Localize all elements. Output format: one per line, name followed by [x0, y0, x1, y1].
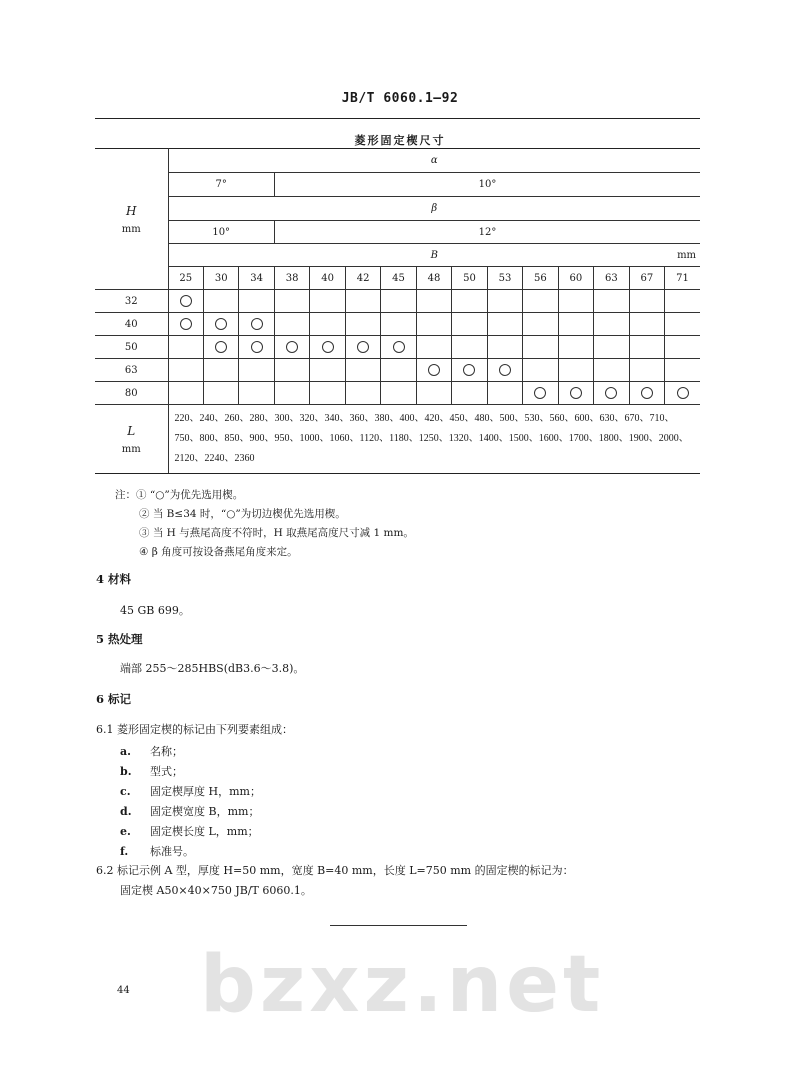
- standard-number-header: JB/T 6060.1—92: [341, 91, 459, 106]
- mark-cell: [381, 313, 416, 336]
- b-unit: mm: [677, 249, 697, 261]
- watermark: bzxz.net: [200, 940, 605, 1030]
- note-2: ② 当 B≤34 时，“○”为切边楔优先选用楔。: [139, 508, 346, 520]
- mark-cell: [487, 313, 522, 336]
- mark-cell: [416, 382, 451, 405]
- mark-cell: [310, 382, 345, 405]
- mark-cell: [416, 313, 451, 336]
- h-value-cell: 80: [95, 382, 168, 405]
- mark-cell: [594, 290, 629, 313]
- h-value-cell: 40: [95, 313, 168, 336]
- b-value-cell: 25: [168, 267, 203, 290]
- list-item-text: 型式；: [150, 765, 183, 778]
- list-item: [120, 822, 705, 842]
- preferred-circle-icon: [463, 364, 475, 376]
- list-item-key: a.: [120, 745, 131, 758]
- mark-cell: [274, 336, 309, 359]
- h-header-cell: [95, 149, 168, 290]
- b-value-cell: 56: [523, 267, 558, 290]
- h-unit: mm: [121, 223, 141, 235]
- list-item: [120, 842, 705, 862]
- b-value-cell: 50: [452, 267, 487, 290]
- preferred-circle-icon: [570, 387, 582, 399]
- section-4-title: 4 材料: [96, 572, 132, 586]
- mark-cell: [203, 336, 238, 359]
- mark-cell: [629, 290, 664, 313]
- mark-cell: [239, 336, 274, 359]
- mark-cell: [487, 382, 522, 405]
- section-6-2-example: 固定楔 A50×40×750 JB/T 6060.1。: [120, 884, 312, 897]
- mark-cell: [416, 290, 451, 313]
- b-value-cell: 71: [665, 267, 700, 290]
- mark-cell: [274, 290, 309, 313]
- table-caption: 菱形固定楔尺寸: [354, 134, 446, 147]
- list-item-key: c.: [120, 785, 131, 798]
- mark-cell: [665, 359, 700, 382]
- table-notes: [95, 486, 705, 562]
- mark-cell: [558, 359, 593, 382]
- mark-cell: [203, 359, 238, 382]
- page-number: 44: [117, 985, 130, 996]
- note-3: ③ 当 H 与燕尾高度不符时，H 取燕尾高度尺寸减 1 mm。: [139, 527, 414, 539]
- mark-cell: [523, 290, 558, 313]
- list-item-key: d.: [120, 805, 132, 818]
- header-rule: [95, 118, 700, 119]
- mark-cell: [558, 382, 593, 405]
- mark-cell: [274, 382, 309, 405]
- preferred-circle-icon: [605, 387, 617, 399]
- mark-cell: [274, 359, 309, 382]
- preferred-circle-icon: [677, 387, 689, 399]
- list-item-text: 标准号。: [150, 845, 194, 858]
- mark-cell: [523, 382, 558, 405]
- mark-cell: [345, 359, 380, 382]
- end-rule: [330, 925, 467, 926]
- mark-cell: [345, 290, 380, 313]
- mark-cell: [452, 336, 487, 359]
- mark-cell: [310, 313, 345, 336]
- mark-cell: [558, 313, 593, 336]
- mark-cell: [168, 313, 203, 336]
- alpha-label: α: [168, 149, 700, 173]
- wedge-dimension-table: [95, 148, 700, 474]
- mark-cell: [203, 382, 238, 405]
- b-value-cell: 63: [594, 267, 629, 290]
- preferred-circle-icon: [357, 341, 369, 353]
- section-6-title: 6 标记: [96, 692, 132, 706]
- table-row: [95, 290, 700, 313]
- b-label: B: [430, 249, 438, 261]
- mark-cell: [310, 359, 345, 382]
- mark-cell: [345, 336, 380, 359]
- preferred-circle-icon: [641, 387, 653, 399]
- l-unit: mm: [121, 443, 141, 455]
- list-item-key: b.: [120, 765, 132, 778]
- h-value-cell: 32: [95, 290, 168, 313]
- h-label: H: [126, 203, 137, 218]
- h-value-cell: 50: [95, 336, 168, 359]
- mark-cell: [168, 336, 203, 359]
- list-item: [120, 762, 705, 782]
- mark-cell: [487, 359, 522, 382]
- mark-cell: [381, 336, 416, 359]
- mark-cell: [381, 359, 416, 382]
- l-label: L: [127, 423, 136, 438]
- note-4: ④ β 角度可按设备燕尾角度来定。: [139, 546, 298, 558]
- mark-cell: [168, 382, 203, 405]
- mark-cell: [594, 382, 629, 405]
- l-values: 220、240、260、280、300、320、340、360、380、400、420、450、480、500、530、560、600、630、670、710、750、800、850、900、950、1000、1060、1120、1180、1250、1320、1400、1500、1600、1700、1800、1900、2000、2120、2240、2360: [168, 405, 700, 474]
- list-item: [120, 782, 705, 802]
- mark-cell: [239, 313, 274, 336]
- list-item-key: e.: [120, 825, 131, 838]
- b-value-cell: 48: [416, 267, 451, 290]
- preferred-circle-icon: [251, 318, 263, 330]
- l-header-cell: [95, 405, 168, 474]
- mark-cell: [239, 359, 274, 382]
- mark-cell: [558, 290, 593, 313]
- mark-cell: [239, 290, 274, 313]
- section-5-text: 端部 255～285HBS(dB3.6～3.8)。: [120, 662, 305, 675]
- main-content: [95, 148, 705, 900]
- mark-cell: [416, 336, 451, 359]
- mark-cell: [523, 313, 558, 336]
- beta-value-1: 10°: [168, 221, 274, 244]
- note-1: 注：① “○”为优先选用楔。: [115, 489, 244, 501]
- mark-cell: [665, 382, 700, 405]
- section-6-2: 6.2 标记示例 A 型，厚度 H=50 mm，宽度 B=40 mm，长度 L=750 mm 的固定楔的标记为：: [96, 864, 574, 877]
- alpha-value-1: 7°: [168, 173, 274, 197]
- mark-cell: [203, 290, 238, 313]
- list-item-text: 名称；: [150, 745, 183, 758]
- preferred-circle-icon: [215, 318, 227, 330]
- list-item-text: 固定楔厚度 H，mm；: [150, 785, 261, 798]
- mark-cell: [487, 290, 522, 313]
- b-value-cell: 45: [381, 267, 416, 290]
- mark-cell: [665, 290, 700, 313]
- mark-cell: [594, 359, 629, 382]
- mark-cell: [629, 336, 664, 359]
- table-row: [95, 336, 700, 359]
- list-item-key: f.: [120, 845, 129, 858]
- preferred-circle-icon: [251, 341, 263, 353]
- mark-cell: [310, 336, 345, 359]
- mark-cell: [345, 313, 380, 336]
- section-6-1-items: [120, 742, 705, 862]
- mark-cell: [381, 382, 416, 405]
- section-4-text: 45 GB 699。: [120, 604, 190, 617]
- mark-cell: [665, 313, 700, 336]
- b-value-cell: 40: [310, 267, 345, 290]
- length-row: [95, 405, 700, 474]
- table-row: [95, 313, 700, 336]
- list-item: [120, 742, 705, 762]
- preferred-circle-icon: [215, 341, 227, 353]
- mark-cell: [594, 313, 629, 336]
- mark-cell: [523, 359, 558, 382]
- list-item-text: 固定楔长度 L，mm；: [150, 825, 259, 838]
- b-value-cell: 42: [345, 267, 380, 290]
- mark-cell: [665, 336, 700, 359]
- mark-cell: [558, 336, 593, 359]
- list-item-text: 固定楔宽度 B，mm；: [150, 805, 260, 818]
- preferred-circle-icon: [393, 341, 405, 353]
- b-label-cell: [168, 244, 700, 267]
- preferred-circle-icon: [180, 295, 192, 307]
- mark-cell: [452, 382, 487, 405]
- mark-cell: [381, 290, 416, 313]
- mark-cell: [239, 382, 274, 405]
- mark-cell: [523, 336, 558, 359]
- mark-cell: [452, 290, 487, 313]
- mark-cell: [629, 382, 664, 405]
- b-value-cell: 53: [487, 267, 522, 290]
- list-item: [120, 802, 705, 822]
- beta-label: β: [168, 197, 700, 221]
- mark-cell: [168, 359, 203, 382]
- preferred-circle-icon: [534, 387, 546, 399]
- table-row: [95, 359, 700, 382]
- section-6-1: 6.1 菱形固定楔的标记由下列要素组成：: [96, 723, 293, 736]
- mark-cell: [629, 359, 664, 382]
- preferred-circle-icon: [180, 318, 192, 330]
- mark-cell: [203, 313, 238, 336]
- mark-cell: [452, 359, 487, 382]
- preferred-circle-icon: [428, 364, 440, 376]
- preferred-circle-icon: [322, 341, 334, 353]
- b-value-cell: 60: [558, 267, 593, 290]
- mark-cell: [487, 336, 522, 359]
- table-row: [95, 382, 700, 405]
- mark-cell: [416, 359, 451, 382]
- b-value-cell: 30: [203, 267, 238, 290]
- mark-cell: [345, 382, 380, 405]
- b-value-cell: 67: [629, 267, 664, 290]
- b-value-cell: 34: [239, 267, 274, 290]
- h-value-cell: 63: [95, 359, 168, 382]
- mark-cell: [310, 290, 345, 313]
- mark-cell: [168, 290, 203, 313]
- mark-cell: [274, 313, 309, 336]
- mark-cell: [629, 313, 664, 336]
- preferred-circle-icon: [499, 364, 511, 376]
- b-value-cell: 38: [274, 267, 309, 290]
- mark-cell: [594, 336, 629, 359]
- beta-value-2: 12°: [274, 221, 700, 244]
- alpha-value-2: 10°: [274, 173, 700, 197]
- section-5-title: 5 热处理: [96, 632, 143, 646]
- mark-cell: [452, 313, 487, 336]
- preferred-circle-icon: [286, 341, 298, 353]
